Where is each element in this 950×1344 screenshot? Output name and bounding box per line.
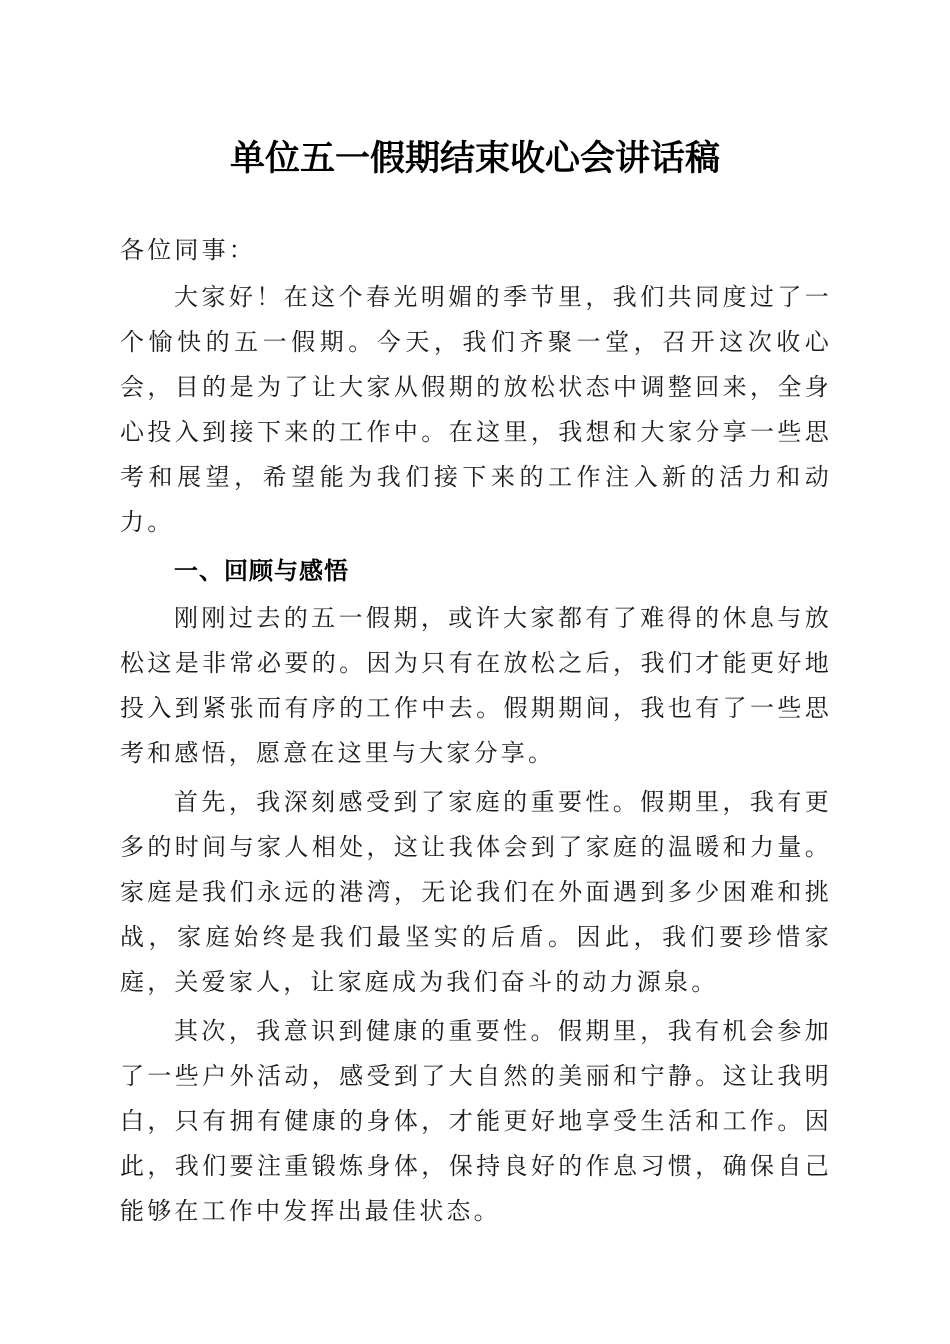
salutation: 各位同事： (120, 236, 256, 264)
document-body (120, 228, 832, 1238)
document-title: 单位五一假期结束收心会讲话稿 (229, 138, 720, 179)
section-paragraph: 刚刚过去的五一假期，或许大家都有了难得的休息与放松这是非常必要的。因为只有在放松之后，我们才能更好地投入到紧张而有序的工作中去。假期期间，我也有了一些思考和感悟，愿意在这里与大家分享。 (120, 604, 832, 767)
section-paragraph: 首先，我深刻感受到了家庭的重要性。假期里，我有更多的时间与家人相处，这让我体会到了家庭的温暖和力量。家庭是我们永远的港湾，无论我们在外面遇到多少困难和挑战，家庭始终是我们最坚实的后盾。因此，我们要珍惜家庭，关爱家人，让家庭成为我们奋斗的动力源泉。 (120, 788, 832, 996)
intro-paragraph: 大家好！在这个春光明媚的季节里，我们共同度过了一个愉快的五一假期。今天，我们齐聚一堂，召开这次收心会，目的是为了让大家从假期的放松状态中调整回来，全身心投入到接下来的工作中。在这里，我想和大家分享一些思考和展望，希望能为我们接下来的工作注入新的活力和动力。 (120, 283, 832, 536)
section-paragraph: 其次，我意识到健康的重要性。假期里，我有机会参加了一些户外活动，感受到了大自然的美丽和宁静。这让我明白，只有拥有健康的身体，才能更好地享受生活和工作。因此，我们要注重锻炼身体，保持良好的作息习惯，确保自己能够在工作中发挥出最佳状态。 (120, 1017, 832, 1225)
section-heading: 一、回顾与感悟 (174, 557, 349, 585)
